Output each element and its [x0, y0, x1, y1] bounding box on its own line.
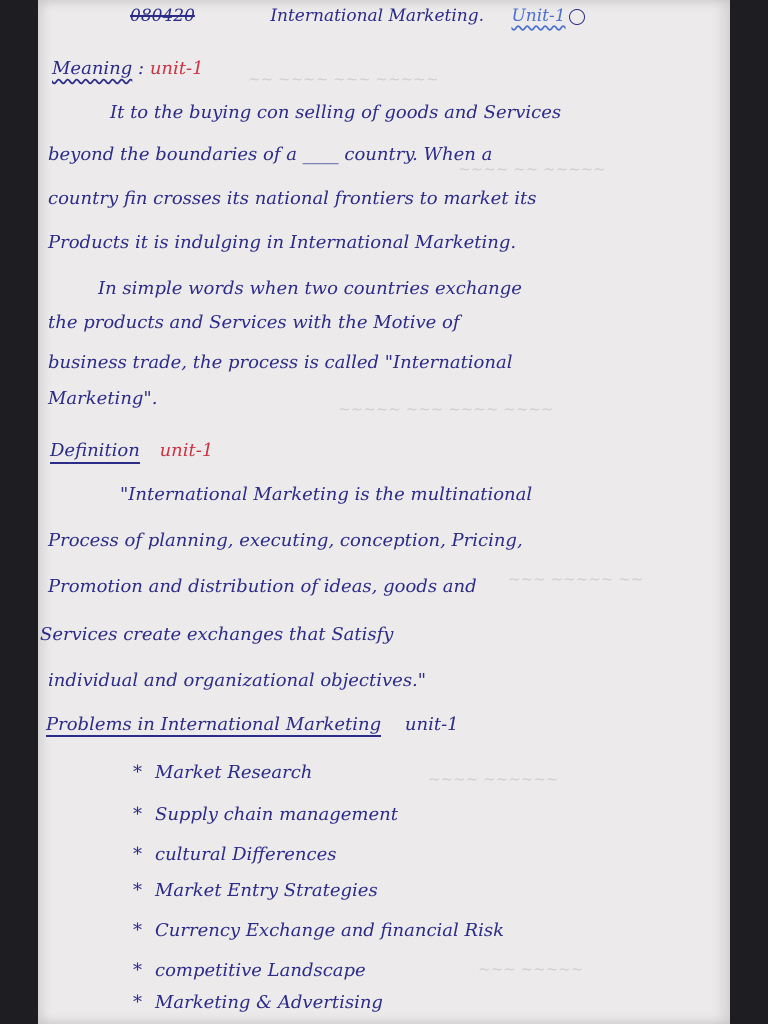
bleed-through-text: ~~~~~ ~~~ ~~~~ ~~~~	[338, 400, 554, 418]
meaning-line: Products it is indulging in International Marketing.	[48, 232, 517, 253]
asterisk-bullet-icon: *	[133, 844, 142, 865]
meaning-unit: unit-1	[149, 58, 204, 79]
bleed-through-text: ~~~ ~~~~~ ~~	[508, 570, 644, 588]
meaning-line: country fin crosses its national frontiers to market its	[48, 188, 537, 209]
asterisk-bullet-icon: *	[133, 920, 142, 941]
meaning-heading: Meaning	[52, 58, 133, 79]
definition-line: Process of planning, executing, conception, Pricing,	[48, 530, 523, 551]
asterisk-bullet-icon: *	[133, 960, 142, 981]
problems-heading-row	[46, 714, 459, 735]
meaning-line: In simple words when two countries exchange	[98, 278, 522, 299]
meaning-line: Marketing".	[48, 388, 158, 409]
list-item	[133, 762, 312, 783]
meaning-line: beyond the boundaries of a ____ country. When a	[48, 144, 493, 165]
unit-label: Unit-1	[511, 6, 566, 26]
problem-label: competitive Landscape	[155, 960, 366, 981]
asterisk-bullet-icon: *	[133, 992, 142, 1013]
definition-line: individual and organizational objectives."	[48, 670, 427, 691]
meaning-heading-row	[52, 58, 204, 79]
list-item	[133, 844, 337, 865]
list-item	[133, 960, 366, 981]
list-item	[133, 920, 504, 941]
problem-label: Supply chain management	[155, 804, 398, 825]
asterisk-bullet-icon: *	[133, 880, 142, 901]
list-item	[133, 992, 383, 1013]
definition-line: Services create exchanges that Satisfy	[40, 624, 394, 645]
problems-heading: Problems in International Marketing	[46, 714, 382, 735]
struck-code: 080420	[130, 6, 195, 26]
definition-line: "International Marketing is the multinational	[120, 484, 533, 505]
definition-unit: unit-1	[159, 440, 214, 461]
bleed-through-text: ~~~ ~~~~~	[478, 960, 584, 978]
page-header	[130, 6, 585, 26]
page-title: International Marketing.	[270, 6, 485, 26]
list-item	[133, 880, 378, 901]
asterisk-bullet-icon: *	[133, 762, 142, 783]
meaning-line: business trade, the process is called "International	[48, 352, 513, 373]
definition-line: Promotion and distribution of ideas, goods and	[48, 576, 477, 597]
definition-heading: Definition	[50, 440, 140, 464]
problem-label: Market Research	[155, 762, 313, 783]
meaning-line: It to the buying con selling of goods and Services	[110, 102, 562, 123]
asterisk-bullet-icon: *	[133, 804, 142, 825]
problem-label: Market Entry Strategies	[155, 880, 378, 901]
meaning-line: the products and Services with the Motive of	[48, 312, 460, 333]
notebook-page	[38, 0, 730, 1024]
problem-label: Currency Exchange and financial Risk	[155, 920, 504, 941]
list-item	[133, 804, 398, 825]
problems-unit: unit-1	[404, 714, 459, 735]
bleed-through-text: ~~~~ ~~ ~~~~~	[458, 160, 606, 178]
bleed-through-text: ~~ ~~~~ ~~~ ~~~~~	[248, 70, 439, 88]
definition-heading-row	[50, 440, 213, 461]
bleed-through-text: ~~~~ ~~~~~~	[428, 770, 559, 788]
problem-label: cultural Differences	[155, 844, 337, 865]
circle-mark-icon	[569, 9, 585, 25]
problem-label: Marketing & Advertising	[155, 992, 383, 1013]
heading-separator: :	[138, 58, 145, 79]
